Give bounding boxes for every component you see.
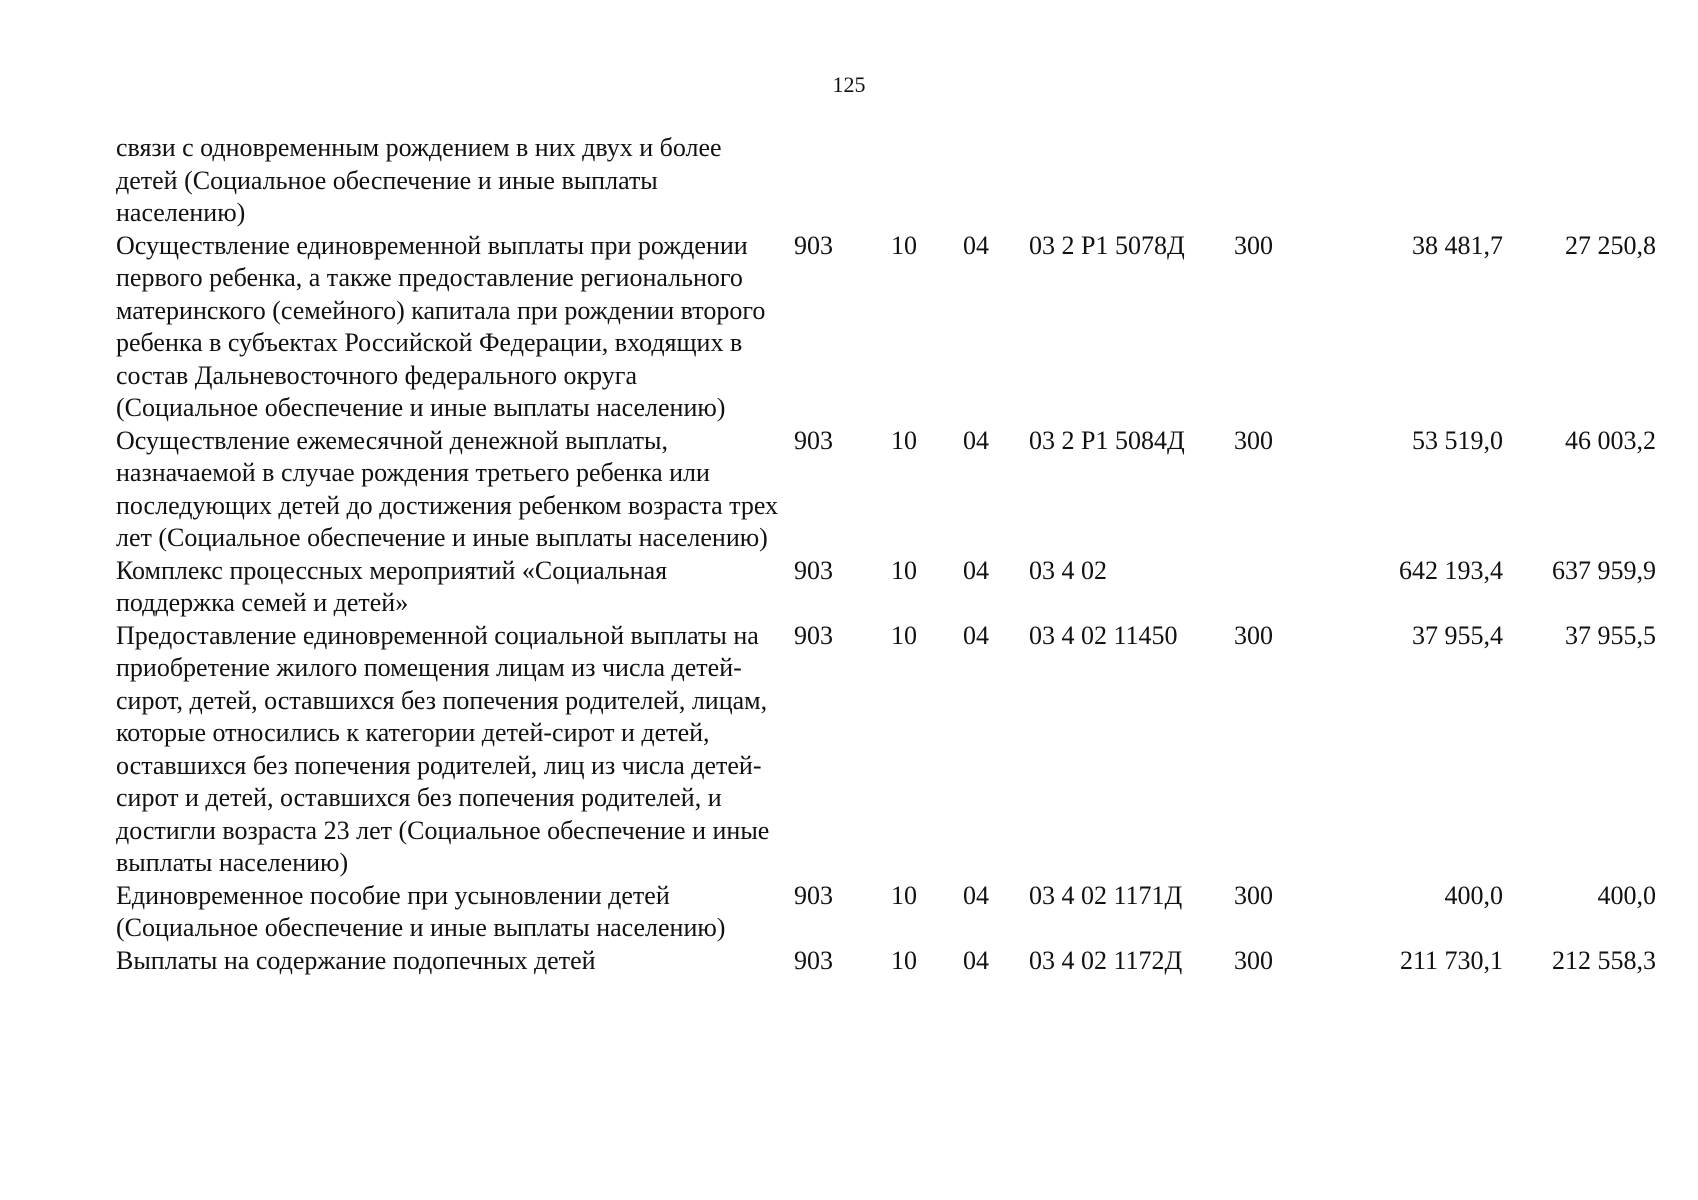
- row-gov-code: [786, 132, 881, 230]
- row-gov-code: 903: [794, 880, 833, 910]
- row-amount-1: 642 193,4: [1399, 555, 1503, 585]
- row-amount-1: 37 955,4: [1412, 620, 1503, 650]
- row-target-code: 03 4 02 1171Д: [1029, 880, 1183, 910]
- row-amount-2: 37 955,5: [1565, 620, 1656, 650]
- row-amount-2: 400,0: [1597, 880, 1656, 910]
- row-subsection: 04: [963, 555, 989, 585]
- budget-table: [116, 132, 1656, 977]
- row-section: 10: [891, 880, 917, 910]
- row-subsection: 04: [963, 230, 989, 260]
- row-name: связи с одновременным рождением в них двух и более детей (Социальное обеспечение и иные выплаты населению): [116, 133, 722, 227]
- row-section: 10: [891, 555, 917, 585]
- row-subsection: 04: [963, 425, 989, 455]
- row-name: Выплаты на содержание подопечных детей: [116, 945, 596, 975]
- row-name: Единовременное пособие при усыновлении детей (Социальное обеспечение и иные выплаты населению): [116, 880, 726, 942]
- row-expense-type: 300: [1234, 880, 1273, 910]
- row-target-code: 03 4 02 1172Д: [1029, 945, 1183, 975]
- row-subsection: 04: [963, 945, 989, 975]
- row-amount-2: 46 003,2: [1565, 425, 1656, 455]
- row-gov-code: 903: [794, 425, 833, 455]
- row-amount-2: [1503, 132, 1656, 230]
- row-target-code: 03 2 Р1 5078Д: [1029, 230, 1185, 260]
- row-amount-2: 27 250,8: [1565, 230, 1656, 260]
- row-expense-type: [1228, 132, 1319, 230]
- row-expense-type: 300: [1234, 230, 1273, 260]
- row-target-code: 03 2 Р1 5084Д: [1029, 425, 1185, 455]
- row-gov-code: 903: [794, 945, 833, 975]
- table-row: [116, 132, 1656, 230]
- page-number: 125: [832, 72, 866, 97]
- row-target-code: 03 4 02 11450: [1029, 620, 1178, 650]
- row-amount-2: 637 959,9: [1552, 555, 1656, 585]
- row-expense-type: 300: [1234, 945, 1273, 975]
- row-amount-1: 38 481,7: [1412, 230, 1503, 260]
- row-expense-type: 300: [1234, 425, 1273, 455]
- row-amount-2: 212 558,3: [1552, 945, 1656, 975]
- row-section: 10: [891, 945, 917, 975]
- row-section: 10: [891, 425, 917, 455]
- row-subsection: 04: [963, 880, 989, 910]
- table-row: [116, 230, 1656, 425]
- row-subsection: 04: [963, 620, 989, 650]
- row-subsection: [953, 132, 1025, 230]
- row-section: [881, 132, 953, 230]
- row-gov-code: 903: [794, 555, 833, 585]
- row-target-code: 03 4 02: [1029, 555, 1107, 585]
- table-row: [116, 555, 1656, 620]
- table-row: [116, 945, 1656, 978]
- row-amount-1: 211 730,1: [1399, 945, 1503, 975]
- row-section: 10: [891, 620, 917, 650]
- table-row: [116, 880, 1656, 945]
- row-gov-code: 903: [794, 620, 833, 650]
- table-row: [116, 620, 1656, 880]
- row-gov-code: 903: [794, 230, 833, 260]
- row-expense-type: 300: [1234, 620, 1273, 650]
- row-name: Комплекс процессных мероприятий «Социальная поддержка семей и детей»: [116, 555, 668, 617]
- row-expense-type: [1228, 555, 1319, 620]
- table-row: [116, 425, 1656, 555]
- row-amount-1: 53 519,0: [1412, 425, 1503, 455]
- row-amount-1: 400,0: [1444, 880, 1503, 910]
- row-name: Предоставление единовременной социальной выплаты на приобретение жилого помещения лицам из числа детей-сирот, детей, оставшихся без попечения родителей, лицам, которые относились к категории детей-сирот и детей, оставшихся без попечения родителей, лиц из числа детей-сирот и детей, оставшихся без попечения родителей, и достигли возраста 23 лет (Социальное обеспечение и иные выплаты населению): [116, 620, 770, 877]
- row-name: Осуществление единовременной выплаты при рождении первого ребенка, а также предоставление регионального материнского (семейного) капитала при рождении второго ребенка в субъектах Российской Федерации, входящих в состав Дальневосточного федерального округа (Социальное обеспечение и иные выплаты населению): [116, 230, 766, 422]
- row-amount-1: [1319, 132, 1503, 230]
- row-name: Осуществление ежемесячной денежной выплаты, назначаемой в случае рождения третьего ребенка или последующих детей до достижения ребенком возраста трех лет (Социальное обеспечение и иные выплаты населению): [116, 425, 779, 552]
- row-section: 10: [891, 230, 917, 260]
- row-target-code: [1025, 132, 1228, 230]
